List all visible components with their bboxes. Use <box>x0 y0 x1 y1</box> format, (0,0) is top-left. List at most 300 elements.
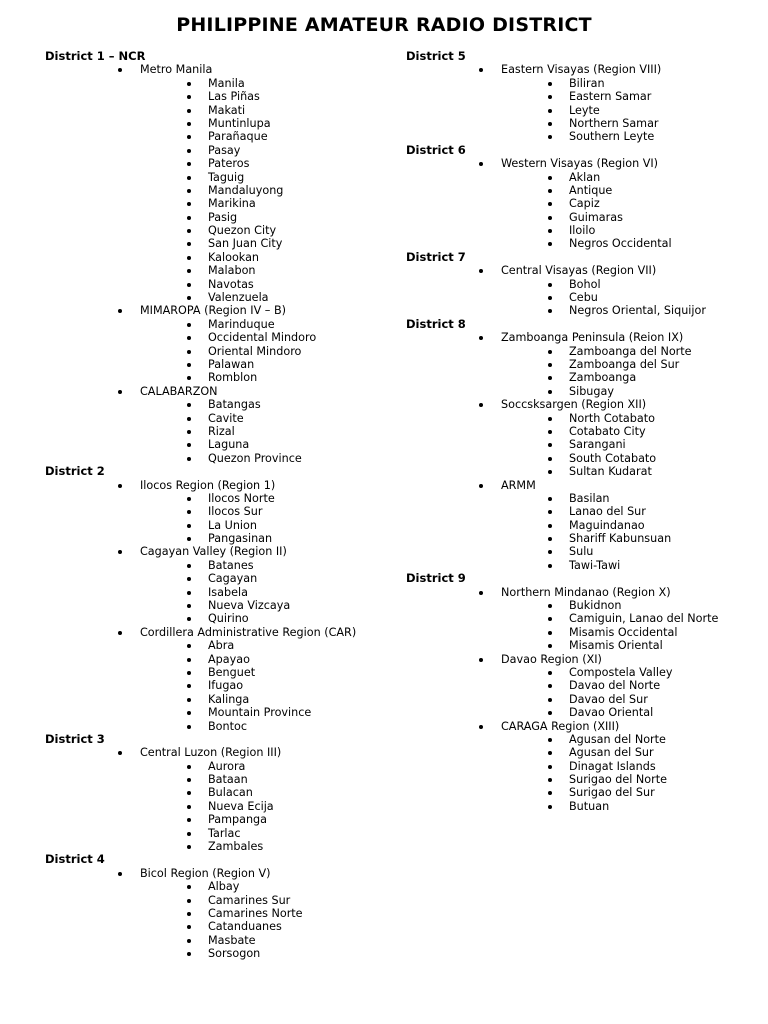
province-name: Navotas <box>208 277 254 291</box>
province-item <box>406 679 751 692</box>
province-name: Cebu <box>569 291 598 305</box>
province-name: Nueva Ecija <box>208 799 274 813</box>
province-item <box>45 907 390 920</box>
province-item <box>406 184 751 197</box>
province-item <box>406 291 751 304</box>
bullet-icon <box>548 376 552 380</box>
province-item <box>406 452 751 465</box>
province-name: Taguig <box>208 170 245 184</box>
province-item <box>406 465 751 478</box>
bullet-icon <box>187 457 191 461</box>
province-name: Quirino <box>208 612 249 626</box>
province-name: Ilocos Sur <box>208 505 263 519</box>
bullet-icon <box>187 939 191 943</box>
bullet-icon <box>548 524 552 528</box>
province-name: Zamboanga <box>569 371 637 385</box>
region-name: Bicol Region (Region V) <box>140 866 271 880</box>
province-item <box>406 77 751 90</box>
province-item <box>45 720 390 733</box>
province-item <box>406 733 751 746</box>
bullet-icon <box>187 684 191 688</box>
province-name: Masbate <box>208 933 256 947</box>
province-name: Surigao del Sur <box>569 786 655 800</box>
region-name: Soccsksargen (Region XII) <box>501 398 647 412</box>
province-name: Bataan <box>208 773 248 787</box>
bullet-icon <box>187 323 191 327</box>
bullet-icon <box>548 417 552 421</box>
province-item <box>45 251 390 264</box>
bullet-icon <box>187 202 191 206</box>
province-name: Makati <box>208 103 246 117</box>
bullet-icon <box>548 617 552 621</box>
province-name: Malabon <box>208 264 256 278</box>
bullet-icon <box>479 162 483 166</box>
bullet-icon <box>187 216 191 220</box>
bullet-icon <box>187 497 191 501</box>
province-name: Nueva Vizcaya <box>208 599 291 613</box>
district-label: District 2 <box>45 464 105 479</box>
bullet-icon <box>548 135 552 139</box>
region-name: CARAGA Region (XIII) <box>501 719 620 733</box>
province-name: Zamboanga del Sur <box>569 357 680 371</box>
bullet-icon <box>118 631 122 635</box>
region-name: Zamboanga Peninsula (Reion IX) <box>501 331 684 345</box>
province-name: Northern Samar <box>569 116 659 130</box>
bullet-icon <box>548 176 552 180</box>
region-name: Cagayan Valley (Region II) <box>140 545 287 559</box>
bullet-icon <box>187 617 191 621</box>
province-item <box>45 331 390 344</box>
bullet-icon <box>548 671 552 675</box>
province-name: Negros Oriental, Siquijor <box>569 304 706 318</box>
bullet-icon <box>548 564 552 568</box>
province-name: Batanes <box>208 558 254 572</box>
bullet-icon <box>187 845 191 849</box>
province-item <box>406 104 751 117</box>
province-item <box>406 492 751 505</box>
bullet-icon <box>118 309 122 313</box>
bullet-icon <box>479 68 483 72</box>
bullet-icon <box>548 363 552 367</box>
bullet-icon <box>548 738 552 742</box>
bullet-icon <box>187 658 191 662</box>
province-item <box>406 371 751 384</box>
bullet-icon <box>548 430 552 434</box>
province-item <box>45 786 390 799</box>
province-item <box>406 224 751 237</box>
district-label: District 4 <box>45 852 105 867</box>
province-item <box>45 438 390 451</box>
region-item <box>45 626 390 639</box>
bullet-icon <box>187 296 191 300</box>
bullet-icon <box>548 350 552 354</box>
district-label: District 1 – NCR <box>45 49 146 63</box>
province-item <box>45 827 390 840</box>
province-item <box>406 345 751 358</box>
bullet-icon <box>187 256 191 260</box>
province-item <box>45 398 390 411</box>
province-name: Dinagat Islands <box>569 759 656 773</box>
province-item <box>45 880 390 893</box>
province-item <box>406 612 751 625</box>
province-name: Parañaque <box>208 130 268 144</box>
province-item <box>45 278 390 291</box>
province-item <box>45 947 390 960</box>
district-label: District 8 <box>406 316 466 331</box>
bullet-icon <box>187 832 191 836</box>
bullet-icon <box>187 82 191 86</box>
region-name: Cordillera Administrative Region (CAR) <box>140 625 357 639</box>
province-item <box>406 519 751 532</box>
province-name: Laguna <box>208 438 250 452</box>
bullet-icon <box>548 122 552 126</box>
left-column <box>45 50 390 961</box>
bullet-icon <box>548 296 552 300</box>
province-item <box>406 599 751 612</box>
bullet-icon <box>187 818 191 822</box>
bullet-icon <box>187 242 191 246</box>
province-name: Ilocos Norte <box>208 491 275 505</box>
province-name: Occidental Mindoro <box>208 331 317 345</box>
bullet-icon <box>548 497 552 501</box>
province-item <box>45 184 390 197</box>
province-item <box>45 345 390 358</box>
bullet-icon <box>187 443 191 447</box>
bullet-icon <box>187 577 191 581</box>
province-name: Kalinga <box>208 692 250 706</box>
bullet-icon <box>187 805 191 809</box>
region-item <box>45 63 390 76</box>
province-name: Palawan <box>208 357 255 371</box>
province-name: Agusan del Sur <box>569 746 654 760</box>
province-item <box>45 572 390 585</box>
province-item <box>45 505 390 518</box>
region-name: CALABARZON <box>140 384 218 398</box>
bullet-icon <box>187 537 191 541</box>
region-name: Western Visayas (Region VI) <box>501 157 659 171</box>
province-name: Bontoc <box>208 719 247 733</box>
bullet-icon <box>187 604 191 608</box>
region-item <box>406 331 751 344</box>
region-item <box>45 545 390 558</box>
bullet-icon <box>187 524 191 528</box>
bullet-icon <box>187 885 191 889</box>
bullet-icon <box>479 725 483 729</box>
bullet-icon <box>187 95 191 99</box>
province-name: Camarines Sur <box>208 893 291 907</box>
province-item <box>45 452 390 465</box>
province-name: Isabela <box>208 585 248 599</box>
bullet-icon <box>118 751 122 755</box>
bullet-icon <box>548 698 552 702</box>
bullet-icon <box>548 82 552 86</box>
bullet-icon <box>187 765 191 769</box>
province-name: Quezon City <box>208 224 277 238</box>
province-name: Agusan del Norte <box>569 732 666 746</box>
region-item <box>45 746 390 759</box>
bullet-icon <box>187 671 191 675</box>
bullet-icon <box>187 403 191 407</box>
region-name: ARMM <box>501 478 536 492</box>
bullet-icon <box>187 350 191 354</box>
province-name: Pateros <box>208 157 250 171</box>
province-item <box>406 626 751 639</box>
province-name: Kalookan <box>208 250 260 264</box>
province-name: Sulu <box>569 545 594 559</box>
province-name: Sultan Kudarat <box>569 465 652 479</box>
region-item <box>406 63 751 76</box>
bullet-icon <box>187 564 191 568</box>
bullet-icon <box>187 109 191 113</box>
province-name: Marikina <box>208 197 256 211</box>
province-name: Leyte <box>569 103 600 117</box>
province-name: Ifugao <box>208 679 244 693</box>
bullet-icon <box>187 149 191 153</box>
bullet-icon <box>187 269 191 273</box>
province-item <box>45 264 390 277</box>
province-item <box>406 693 751 706</box>
bullet-icon <box>548 443 552 447</box>
bullet-icon <box>548 309 552 313</box>
bullet-icon <box>187 698 191 702</box>
district-label: District 5 <box>406 49 466 63</box>
bullet-icon <box>548 216 552 220</box>
province-item <box>45 800 390 813</box>
province-name: Lanao del Sur <box>569 505 646 519</box>
province-name: Oriental Mindoro <box>208 344 302 358</box>
province-item <box>406 385 751 398</box>
province-name: Bukidnon <box>569 599 622 613</box>
district-label: District 6 <box>406 142 466 157</box>
bullet-icon <box>187 162 191 166</box>
province-item <box>45 412 390 425</box>
bullet-icon <box>548 242 552 246</box>
province-item <box>406 197 751 210</box>
bullet-icon <box>548 95 552 99</box>
region-name: Central Luzon (Region III) <box>140 746 282 760</box>
province-name: Catanduanes <box>208 920 282 934</box>
region-name: Northern Mindanao (Region X) <box>501 585 671 599</box>
province-name: Tarlac <box>208 826 241 840</box>
province-item <box>45 639 390 652</box>
province-item <box>406 90 751 103</box>
bullet-icon <box>548 805 552 809</box>
province-name: Pangasinan <box>208 532 273 546</box>
province-item <box>406 278 751 291</box>
province-name: Camarines Norte <box>208 907 303 920</box>
bullet-icon <box>187 591 191 595</box>
region-item <box>45 479 390 492</box>
district-label: District 3 <box>45 731 105 746</box>
page-title: PHILIPPINE AMATEUR RADIO DISTRICT <box>176 14 592 36</box>
bullet-icon <box>187 725 191 729</box>
bullet-icon <box>187 135 191 139</box>
province-name: Quezon Province <box>208 451 302 465</box>
bullet-icon <box>118 390 122 394</box>
province-name: Albay <box>208 880 240 894</box>
bullet-icon <box>479 484 483 488</box>
bullet-icon <box>118 872 122 876</box>
province-item <box>45 894 390 907</box>
bullet-icon <box>548 470 552 474</box>
region-item <box>406 586 751 599</box>
bullet-icon <box>187 899 191 903</box>
bullet-icon <box>187 925 191 929</box>
province-name: Mountain Province <box>208 706 312 720</box>
province-name: Muntinlupa <box>208 116 271 130</box>
bullet-icon <box>118 550 122 554</box>
province-name: Davao Oriental <box>569 706 654 720</box>
province-name: Pasig <box>208 210 238 224</box>
province-item <box>45 599 390 612</box>
region-item <box>406 720 751 733</box>
bullet-icon <box>548 390 552 394</box>
province-name: San Juan City <box>208 237 283 251</box>
province-item <box>45 760 390 773</box>
province-item <box>45 211 390 224</box>
province-name: Cagayan <box>208 572 258 586</box>
province-item <box>45 318 390 331</box>
province-item <box>45 358 390 371</box>
province-item <box>45 840 390 853</box>
bullet-icon <box>548 631 552 635</box>
province-item <box>45 653 390 666</box>
bullet-icon <box>548 457 552 461</box>
bullet-icon <box>548 109 552 113</box>
bullet-icon <box>187 644 191 648</box>
bullet-icon <box>187 176 191 180</box>
bullet-icon <box>548 229 552 233</box>
province-item <box>45 559 390 572</box>
province-item <box>45 693 390 706</box>
province-item <box>45 934 390 947</box>
province-name: Romblon <box>208 371 258 385</box>
province-name: Bulacan <box>208 786 253 800</box>
bullet-icon <box>479 336 483 340</box>
bullet-icon <box>187 791 191 795</box>
province-item <box>406 773 751 786</box>
bullet-icon <box>187 430 191 434</box>
province-item <box>45 224 390 237</box>
bullet-icon <box>479 269 483 273</box>
province-name: Valenzuela <box>208 291 269 305</box>
province-name: Las Piñas <box>208 90 260 104</box>
province-name: Sarangani <box>569 438 626 452</box>
province-item <box>406 639 751 652</box>
region-item <box>45 304 390 317</box>
province-item <box>406 666 751 679</box>
province-name: Cavite <box>208 411 244 425</box>
province-name: Surigao del Norte <box>569 773 667 787</box>
province-name: Negros Occidental <box>569 237 672 251</box>
province-item <box>406 532 751 545</box>
province-item <box>45 492 390 505</box>
province-name: Davao del Norte <box>569 679 661 693</box>
bullet-icon <box>187 417 191 421</box>
province-item <box>45 773 390 786</box>
bullet-icon <box>548 711 552 715</box>
province-name: Aurora <box>208 759 246 773</box>
bullet-icon <box>479 658 483 662</box>
province-item <box>45 425 390 438</box>
bullet-icon <box>548 684 552 688</box>
region-name: Eastern Visayas (Region VIII) <box>501 63 662 77</box>
province-item <box>45 130 390 143</box>
province-name: South Cotabato <box>569 451 657 465</box>
province-name: Compostela Valley <box>569 665 673 679</box>
province-item <box>406 746 751 759</box>
bullet-icon <box>187 778 191 782</box>
province-name: Zambales <box>208 840 264 854</box>
province-item <box>45 237 390 250</box>
province-item <box>406 171 751 184</box>
province-item <box>45 197 390 210</box>
region-name: MIMAROPA (Region IV – B) <box>140 304 286 318</box>
bullet-icon <box>548 189 552 193</box>
province-item <box>45 679 390 692</box>
province-item <box>45 706 390 719</box>
province-name: Zamboanga del Norte <box>569 344 692 358</box>
province-name: Southern Leyte <box>569 130 655 144</box>
province-name: Pasay <box>208 143 241 157</box>
province-name: Misamis Occidental <box>569 625 678 639</box>
district-label: District 9 <box>406 571 466 586</box>
province-item <box>406 545 751 558</box>
province-name: Shariff Kabunsuan <box>569 532 672 546</box>
province-item <box>45 532 390 545</box>
province-name: Misamis Oriental <box>569 639 663 653</box>
province-name: Capiz <box>569 197 600 211</box>
bullet-icon <box>187 376 191 380</box>
region-item <box>406 398 751 411</box>
province-name: Bohol <box>569 277 601 291</box>
province-item <box>406 412 751 425</box>
province-name: La Union <box>208 518 257 532</box>
region-item <box>406 479 751 492</box>
province-item <box>45 371 390 384</box>
province-name: Tawi-Tawi <box>569 558 621 572</box>
province-item <box>406 117 751 130</box>
bullet-icon <box>187 912 191 916</box>
bullet-icon <box>548 604 552 608</box>
province-name: Aklan <box>569 170 601 184</box>
province-name: Sorsogon <box>208 947 261 961</box>
bullet-icon <box>187 283 191 287</box>
region-name: Davao Region (XI) <box>501 652 602 666</box>
region-name: Ilocos Region (Region 1) <box>140 478 276 492</box>
province-name: Eastern Samar <box>569 90 652 104</box>
province-item <box>45 813 390 826</box>
province-name: North Cotabato <box>569 411 655 425</box>
province-name: Biliran <box>569 76 605 90</box>
province-item <box>406 786 751 799</box>
province-item <box>45 666 390 679</box>
province-item <box>406 760 751 773</box>
province-item <box>45 586 390 599</box>
province-name: Manila <box>208 76 245 90</box>
province-name: Guimaras <box>569 210 623 224</box>
province-name: Antique <box>569 183 613 197</box>
province-name: Benguet <box>208 665 256 679</box>
province-item <box>45 144 390 157</box>
province-item <box>406 304 751 317</box>
bullet-icon <box>548 765 552 769</box>
bullet-icon <box>548 751 552 755</box>
province-name: Iloilo <box>569 224 596 238</box>
bullet-icon <box>187 189 191 193</box>
bullet-icon <box>548 283 552 287</box>
region-name: Metro Manila <box>140 63 213 77</box>
